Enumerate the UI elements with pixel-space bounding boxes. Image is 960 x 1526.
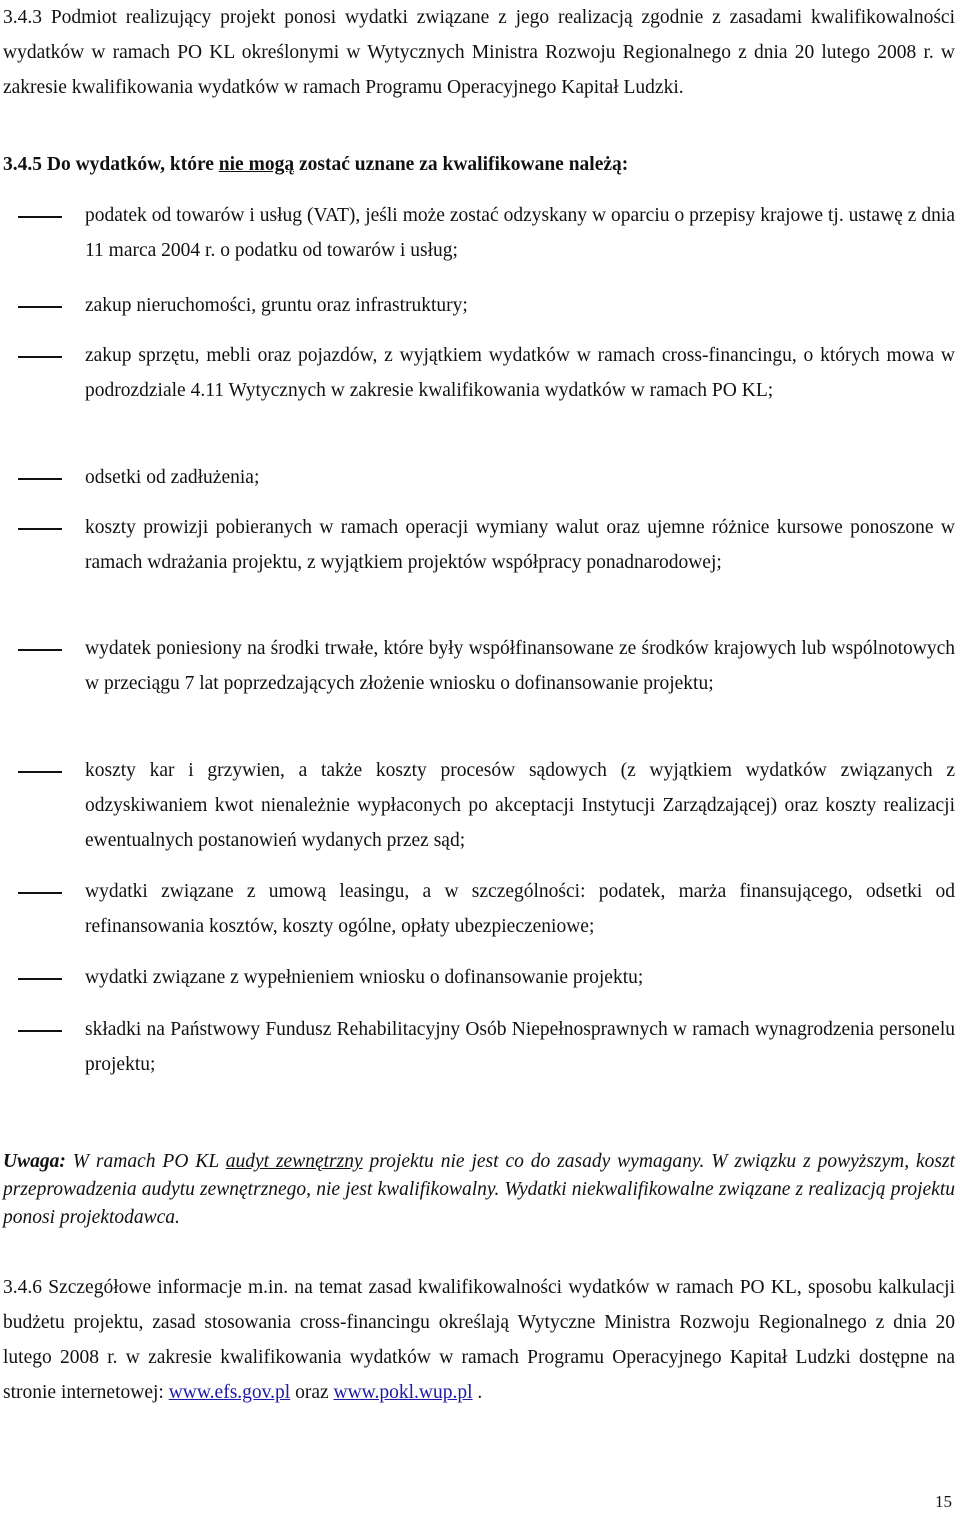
list-item-text: odsetki od zadłużenia;: [85, 467, 260, 488]
heading-3-4-5: [3, 147, 955, 182]
list-item-text: koszty prowizji pobieranych w ramach operacji wymiany walut oraz ujemne różnice kursowe ponoszone w ramach wdrażania projektu, z wyjątkiem projektów współpracy ponadnarodowej;: [85, 517, 955, 573]
paragraph-end: .: [477, 1382, 483, 1403]
list-item-text: zakup sprzętu, mebli oraz pojazdów, z wyjątkiem wydatków w ramach cross-financingu, o których mowa w podrozdziale 4.11 Wytycznych w zakresie kwalifikowania wydatków w ramach PO KL;: [85, 345, 955, 401]
link-pokl[interactable]: www.pokl.wup.pl: [333, 1382, 473, 1403]
dash-bullet-icon: [18, 528, 62, 530]
note-text-post: projektu nie jest co do zasady wymagany. W związku z powyższym, koszt przeprowadzenia audytu zewnętrznego, nie jest kwalifikowalny. Wydatki niekwalifikowalne związane z realizacją projektu ponosi projektodawca.: [3, 1151, 956, 1228]
list-item-text: wydatki związane z umową leasingu, a w szczególności: podatek, marża finansującego, odsetki od refinansowania kosztów, koszty ogólne, opłaty ubezpieczeniowe;: [85, 881, 955, 937]
dash-bullet-icon: [18, 478, 62, 480]
heading-text-post: zostać uznane za kwalifikowane należą:: [298, 154, 629, 175]
dash-bullet-icon: [18, 216, 62, 218]
list-item-text: wydatek poniesiony na środki trwałe, które były współfinansowane ze środków krajowych lub wspólnotowych w przeciągu 7 lat poprzedzających złożenie wniosku o dofinansowanie projektu;: [85, 638, 955, 694]
note-paragraph: [3, 1148, 955, 1232]
heading-number: 3.4.5: [3, 154, 42, 175]
dash-bullet-icon: [18, 306, 62, 308]
list-item-text: wydatki związane z wypełnieniem wniosku o dofinansowanie projektu;: [85, 967, 644, 988]
dash-bullet-icon: [18, 649, 62, 651]
page-number: 15: [935, 1492, 952, 1511]
dash-bullet-icon: [18, 771, 62, 773]
dash-bullet-icon: [18, 356, 62, 358]
dash-bullet-icon: [18, 978, 62, 980]
list-item-text: koszty kar i grzywien, a także koszty procesów sądowych (z wyjątkiem wydatków związanych z odzyskiwaniem kwot nienależnie wypłaconych po akceptacji Instytucji Zarządzającej) oraz koszty realizacji ewentualnych postanowień wydanych przez sąd;: [85, 760, 955, 851]
dash-bullet-icon: [18, 1030, 62, 1032]
list-item-text: składki na Państwowy Fundusz Rehabilitacyjny Osób Niepełnosprawnych w ramach wynagrodzenia personelu projektu;: [85, 1019, 955, 1075]
paragraph-3-4-3: 3.4.3 Podmiot realizujący projekt ponosi wydatki związane z jego realizacją zgodnie z zasadami kwalifikowalności wydatków w ramach PO KL określonymi w Wytycznych Ministra Rozwoju Regionalnego z dnia 20 lutego 2008 r. w zakresie kwalifikowania wydatków w ramach Programu Operacyjnego Kapitał Ludzki.: [3, 7, 955, 98]
note-text-pre: W ramach PO KL: [72, 1151, 219, 1172]
note-label: Uwaga:: [3, 1151, 66, 1172]
link-conjunction: oraz: [295, 1382, 329, 1403]
list-item-text: podatek od towarów i usług (VAT), jeśli może zostać odzyskany w oparciu o przepisy krajowe tj. ustawę z dnia 11 marca 2004 r. o podatku od towarów i usług;: [85, 205, 955, 261]
note-underlined: audyt zewnętrzny: [225, 1151, 363, 1172]
link-efs[interactable]: www.efs.gov.pl: [168, 1382, 291, 1403]
paragraph-3-4-6-text: 3.4.6 Szczegółowe informacje m.in. na temat zasad kwalifikowalności wydatków w ramach PO KL, sposobu kalkulacji budżetu projektu, zasad stosowania cross-financingu określają Wytyczne Ministra Rozwoju Regionalnego z dnia 20 lutego 2008 r. w zakresie kwalifikowania wydatków w ramach Programu Operacyjnego Kapitał Ludzki dostępne na stronie internetowej:: [3, 1277, 955, 1403]
dash-bullet-icon: [18, 892, 62, 894]
list-item-text: zakup nieruchomości, gruntu oraz infrastruktury;: [85, 295, 468, 316]
heading-underlined: nie mogą: [218, 154, 295, 175]
paragraph-3-4-6: [3, 1270, 955, 1410]
heading-text-pre: Do wydatków, które: [46, 154, 214, 175]
